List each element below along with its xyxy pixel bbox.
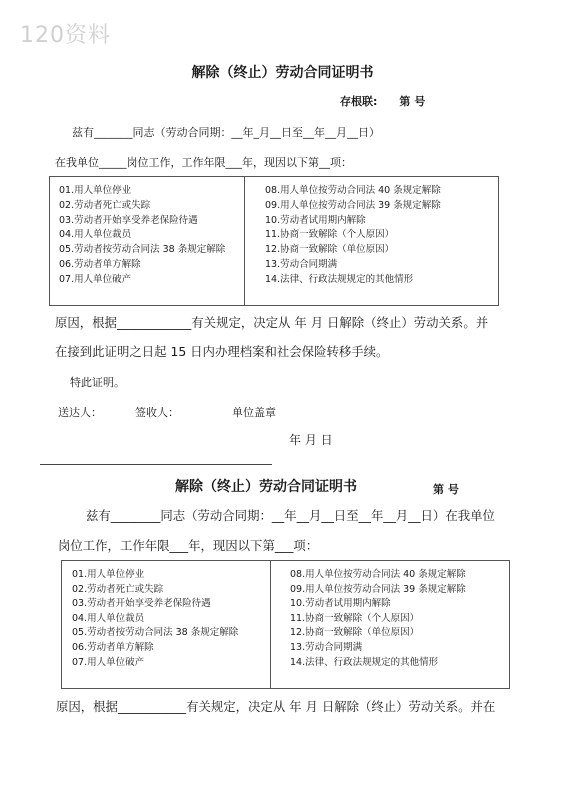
list-item: 07.用人单位破产 [72,656,145,668]
list-item: 04.用人单位裁员 [59,229,132,241]
form1-reason-line: 原因，根据____________有关规定，决定从 年 月 日解除（终止）劳动关系。并 [55,315,489,330]
form1-right-column [245,177,497,305]
list-item: 10.劳动者试用期内解除 [290,598,391,610]
list-item: 07.用人单位破产 [59,273,132,285]
form2-left-column [62,561,271,688]
form2-line2: 岗位工作，工作年限___年，现因以下第___项： [58,538,319,553]
form2-reason-box [61,560,510,689]
form2-title: 解除（终止）劳动合同证明书 [175,479,357,495]
list-item: 09.用人单位按劳动合同法 39 条规定解除 [265,199,441,211]
list-item: 03.劳动者开始享受养老保险待遇 [72,598,211,610]
form2-number-label: 第 号 [433,483,459,496]
list-item: 13.劳动合同期满 [290,641,363,653]
form1-transfer-line: 在接到此证明之日起 15 日内办理档案和社会保险转移手续。 [55,344,389,359]
list-item: 01.用人单位停业 [59,185,132,196]
list-item: 10.劳动者试用期内解除 [265,214,366,226]
list-item: 03.劳动者开始享受养老保险待遇 [59,214,198,226]
form1-receiver: 签收人： [135,406,179,419]
form2-line1: 兹有________同志（劳动合同期：__年__月__日至__年__月__日）在我单位 [86,508,495,523]
form1-title: 解除（终止）劳动合同证明书 [191,65,374,81]
list-item: 08.用人单位按劳动合同法 40 条规定解除 [290,569,466,580]
form1-line2: 在我单位_____岗位工作，工作年限___年，现因以下第__项： [55,156,352,169]
list-item: 12.协商一致解除（单位原因） [290,627,420,639]
watermark-logo: 120资料 [20,23,111,48]
list-item: 13.劳动合同期满 [265,258,338,270]
cut-line [40,464,272,465]
form1-stub-header [340,93,425,109]
list-item: 11.协商一致解除（个人原因） [290,612,420,624]
list-item: 06.劳动者单方解除 [72,641,154,653]
form1-left-column [50,177,245,305]
list-item: 06.劳动者单方解除 [59,258,141,270]
list-item: 14.法律、行政法规规定的其他情形 [265,273,414,285]
list-item: 09.用人单位按劳动合同法 39 条规定解除 [290,583,466,595]
list-item: 02.劳动者死亡或失踪 [59,199,151,211]
form1-date: 年 月 日 [289,433,333,447]
list-item: 11.协商一致解除（个人原因） [265,229,395,241]
list-item: 02.劳动者死亡或失踪 [72,583,164,595]
list-item: 01.用人单位停业 [72,569,145,580]
form1-number-label: 第 号 [399,95,426,108]
list-item: 04.用人单位裁员 [72,612,145,624]
stub-label: 存根联: [340,95,378,108]
list-item: 14.法律、行政法规规定的其他情形 [290,656,439,668]
list-item: 05.劳动者按劳动合同法 38 条规定解除 [59,244,226,256]
form1-line1: 兹有_______同志（劳动合同期：__年_月__日至__年__月__日） [72,126,380,139]
form1-certify: 特此证明。 [70,376,125,389]
list-item: 08.用人单位按劳动合同法 40 条规定解除 [265,185,441,196]
list-item: 12.协商一致解除（单位原因） [265,244,395,256]
form2-reason-line: 原因，根据___________有关规定，决定从 年 月 日解除（终止）劳动关系。并在 [56,699,496,714]
form1-seal: 单位盖章 [232,406,276,419]
form1-deliverer: 送达人： [58,406,102,419]
form2-right-column [271,561,508,688]
list-item: 05.劳动者按劳动合同法 38 条规定解除 [72,627,239,639]
form1-reason-box [49,176,499,306]
